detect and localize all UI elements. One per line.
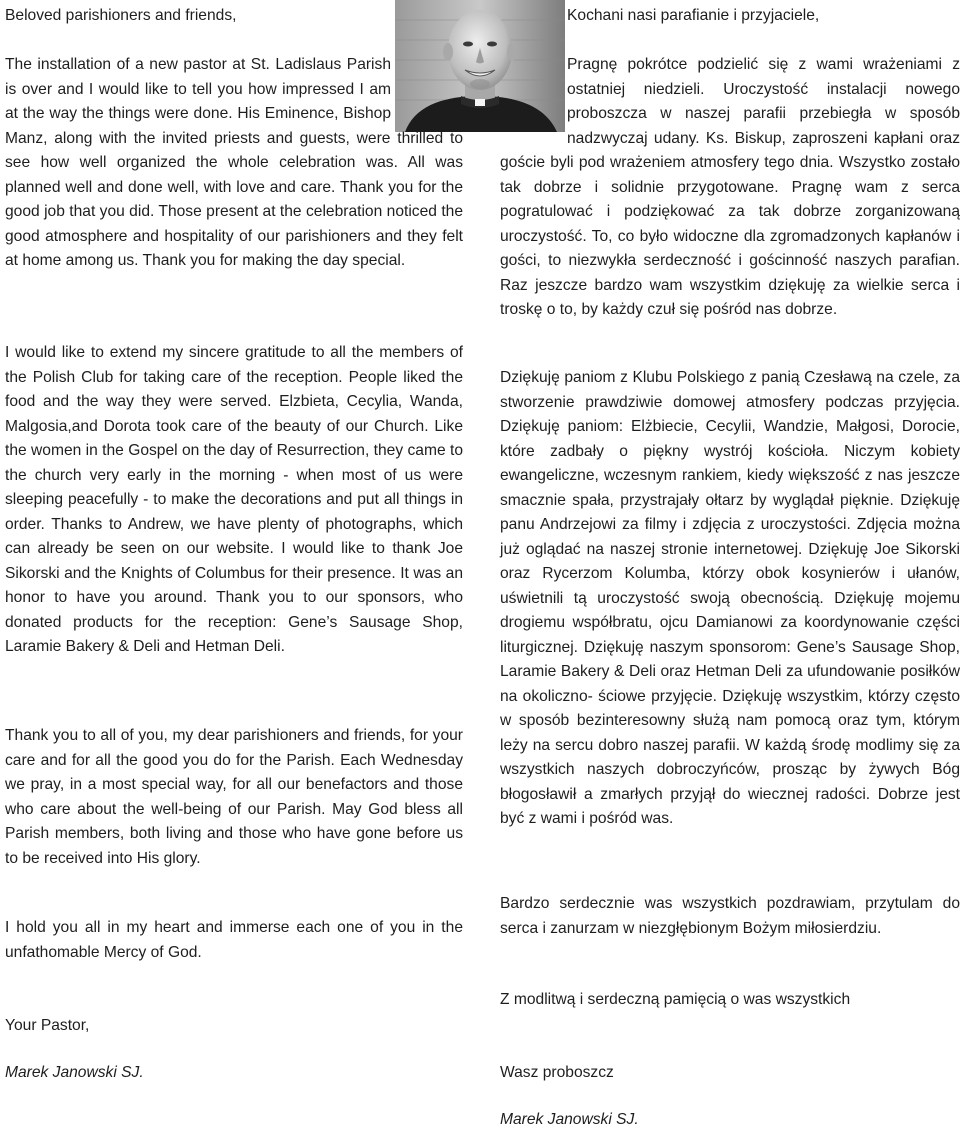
english-paragraph-thanks-parishioners: Thank you to all of you, my dear parishioners and friends, for your care and for all the good you do for the Parish. Each Wednesday we pray, in a most special way, for all our benefactors and those who care about the well-being of our Parish. May God bless all Parish members, both living and those who have gone before us to be received into His glory.: [5, 727, 463, 867]
polish-greeting: Kochani nasi parafianie i przyjaciele,: [567, 7, 820, 24]
english-greeting: Beloved parishioners and friends,: [5, 7, 237, 24]
polish-paragraph-text: Pragnę pokrótce podzielić się z wami wrażeniami z ostatniej niedzieli. Uroczystość instalacji nowego proboszcza w naszej parafii przebiegła w sposób nadzwyczaj udany. Ks. Biskup, zaproszeni kapłani oraz goście byli pod wrażeniem atmosfery tego dnia. Wszystko zostało tak dobrze i solidnie przygotowane. Pragnę wam z serca pogratulować i podziękować za tak dobrze zorganizowaną uroczystość. To, co było widoczne dla zgromadzonych kapłanów i gości, to niezwykła serdeczność i gościnność naszych parafian. Raz jeszcze bardzo wam wszystkim dziękuję za wielkie serca i troskę o to, by każdy czuł się pośród nas dobrze.: [500, 56, 960, 318]
polish-closing-line: Z modlitwą i serdeczną pamięcią o was wszystkich: [500, 991, 851, 1008]
polish-paragraph-thanks: Dziękuję paniom z Klubu Polskiego z panią Czesławą na czele, za stworzenie prawdziwie domowej atmosfery podczas przyjęcia. Dziękuję paniom: Elżbiecie, Cecylii, Wandzie, Małgosi, Dorocie, które zadbały o piękny wystrój kościoła. Niczym kobiety ewangeliczne, wczesnym rankiem, kiedy większość z nas jeszcze smacznie spała, przystrajały ołtarz by wyglądał pięknie. Dziękuję panu Andrzejowi za filmy i zdjęcia z uroczystości. Zdjęcia można już oglądać na naszej stronie internetowej. Dziękuję Joe Sikorski oraz Rycerzom Kolumba, którzy obok kosynierów i ułanów, uświetnili tą uroczystość swoją obecnością. Dziękuję mojemu drogiemu współbratu, ojcu Damianowi za koordynowanie części liturgicznej. Dziękuję naszym sponsorom: Gene’s Sausage Shop, Laramie Bakery & Deli oraz Hetman Deli za ufundowanie posiłków na okoliczno- ściowe przyjęcie. Dziękuję wszystkim, którzy często w sposób bezinteresowny służą nam pomocą oraz tym, którym leży na sercu dobro naszej parafii. W każdą środę modlimy się za wszystkich naszych dobroczyńców, prosząc by żywych Bóg błogosławił a zmarłych przyjął do wiecznej radości. Dobrze jest być z wami i pośród was.: [500, 369, 960, 827]
english-paragraph-mercy: I hold you all in my heart and immerse each one of you in the unfathomable Mercy of God.: [5, 919, 463, 961]
english-paragraph-installation: [5, 53, 463, 274]
polish-closing: Wasz proboszcz: [500, 1064, 614, 1081]
polish-paragraph-greetings: Bardzo serdecznie was wszystkich pozdrawiam, przytulam do serca i zanurzam w niezgłębionym Bożym miłosierdziu.: [500, 895, 960, 937]
english-signature: Marek Janowski SJ.: [5, 1064, 144, 1081]
english-paragraph-thanks-polish-club: I would like to extend my sincere gratitude to all the members of the Polish Club for taking care of the reception. People liked the food and the way they were served. Elzbieta, Cecylia, Wanda, Malgosia,and Dorota took care of the beauty of our Church. Like the women in the Gospel on the day of Resurrection, they came to the church very early in the morning - when most of us were sleeping peacefully - to make the decorations and put all things in order. Thanks to Andrew, we have plenty of photographs, which can already be seen on our website. I would like to thank Joe Sikorski and the Knights of Columbus for their presence. It was an honor to have you around. Thank you to our sponsors, who donated products for the reception: Gene’s Sausage Shop, Laramie Bakery & Deli and Hetman Deli.: [5, 344, 463, 655]
english-closing: Your Pastor,: [5, 1017, 90, 1034]
english-paragraph-text: The installation of a new pastor at St. Ladislaus Parish is over and I would like to tell you how impressed I am at the way the things were done. His Eminence, Bishop Manz, along with the invited priests and guests, were thrilled to see how well organized the whole celebration was. All was planned well and done well, with love and care. Thank you for the good job that you did. Those present at the celebration noticed the good atmosphere and hospitality of our parishioners and they felt at home among us. Thank you for making the day special.: [5, 56, 463, 269]
polish-paragraph-installation: [500, 53, 960, 323]
polish-signature: Marek Janowski SJ.: [500, 1111, 639, 1128]
